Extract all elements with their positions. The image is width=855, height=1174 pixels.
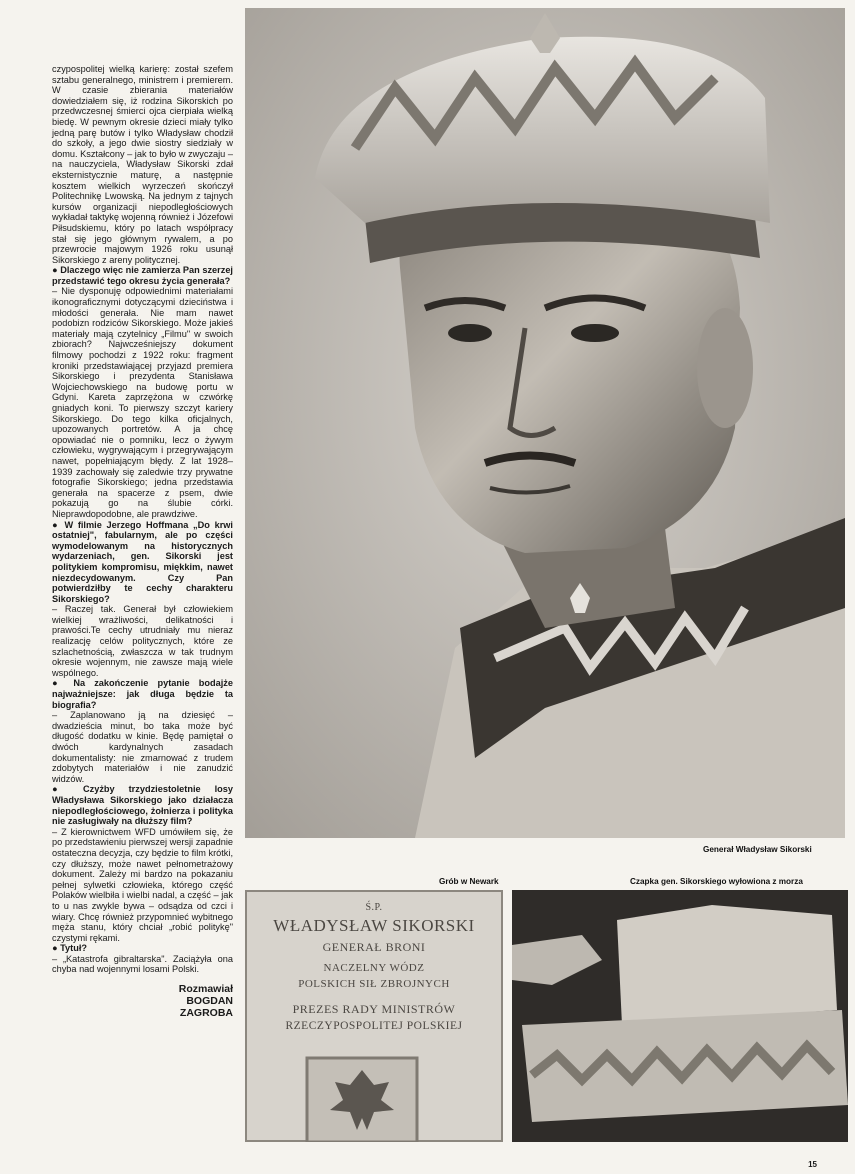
byline-label: Rozmawiał bbox=[178, 983, 233, 996]
answer-5: – „Katastrofa gibraltarska". Zaciążyła ona chyba nad wojennymi losami Polski. bbox=[52, 953, 233, 975]
grave-photo bbox=[245, 890, 503, 1142]
inscription-line-4: NACZELNY WÓDZ bbox=[323, 962, 425, 974]
answer-3: – Zaplanowano ją na dziesięć – dwadzieścia minut, bo taka może być długość dodatku w kinie. Będę pamiętał o dwóch kardynalnych zasadach dokumentalisty: nie zmarnować z trudem zdobytych materiałów i nie zanudzić widzów. bbox=[52, 710, 233, 784]
question-3: Na zakończenie pytanie bodajże najważniejsze: jak długa będzie ta biografia? bbox=[52, 678, 233, 710]
inscription-line-6: PREZES RADY MINISTRÓW bbox=[292, 1002, 456, 1016]
inscription-line-2: WŁADYSŁAW SIKORSKI bbox=[273, 916, 475, 935]
byline-author-last: ZAGROBA bbox=[179, 1007, 233, 1020]
bullet: ● bbox=[52, 784, 69, 795]
inscription-line-5: POLSKICH SIŁ ZBROJNYCH bbox=[298, 978, 450, 990]
inscription-line-1: Ś.P. bbox=[365, 902, 383, 913]
question-4: Czyżby trzydziestoletnie losy Władysława Sikorskiego jako działacza niepodległościowego, żołnierza i polityka nie zasługiwały na dłuższy film? bbox=[52, 784, 233, 827]
answer-4: – Z kierownictwem WFD umówiłem się, że po przedstawieniu pierwszej wersji zapadnie ostateczna decyzja, czy będzie to film krótki, czy dłuższy, może nawet pełnometrażowy dokument. Zależy mi bardzo na pokazaniu pełnej sylwetki człowieka, którego część Polaków wielbiła i wielbi nadal, a część – jak to u nas zwykle bywa – odsądza od czci i wiary. Chcę również przypomnieć wybitnego męża stanu, który chciał „robić politykę" czystymi rękami. bbox=[52, 826, 233, 943]
portrait-photo bbox=[245, 8, 845, 838]
grave-inscription bbox=[245, 890, 503, 1142]
page-number: 15 bbox=[808, 1160, 817, 1169]
question-5: Tytuł? bbox=[60, 943, 88, 954]
bullet: ● bbox=[52, 943, 58, 954]
caption-grave: Grób w Newark bbox=[439, 877, 499, 886]
cap-photo bbox=[512, 890, 848, 1142]
bullet: ● bbox=[52, 519, 60, 530]
article-column bbox=[52, 64, 233, 1019]
question-1: Dlaczego więc nie zamierza Pan szerzej przedstawić tego okresu życia generała? bbox=[52, 265, 233, 286]
portrait-illustration bbox=[245, 8, 845, 838]
bullet: ● bbox=[52, 265, 58, 276]
inscription-line-7: RZECZYPOSPOLITEJ POLSKIEJ bbox=[285, 1020, 463, 1032]
inscription-line-3: GENERAŁ BRONI bbox=[322, 940, 426, 954]
paragraph-intro: czypospolitej wielką karierę: został szefem sztabu generalnego, ministrem i premierem. W czasie zbierania materiałów dowiedziałem się, iż rodzina Sikorskich po przedwczesnej śmierci ojca cierpiała wielką biedę. W pewnym okresie dzieci miały tylko jedną parę butów i tylko Władysław chodził do szkoły, a jego dwie siostry siedziały w domu. Kształcony – jak to było w zwyczaju – na nauczyciela, Władysław Sikorski zdał eksternistycznie maturę, a następnie kosztem wielkich wyrzeczeń skończył Politechnikę Lwowską. Na jednym z tajnych kursów organizacji niepodległościowych wykładał taktykę wojenną również i Józefowi Piłsudskiemu, który po latach współpracy stał się jego głównym rywalem, a po przewrocie majowym 1926 roku usunął Sikorskiego z areny politycznej. bbox=[52, 64, 233, 265]
recovered-cap-illustration bbox=[512, 890, 848, 1142]
byline-author-first: BOGDAN bbox=[186, 995, 233, 1008]
answer-1: – Nie dysponuję odpowiednimi materiałami ikonograficznymi dotyczącymi dzieciństwa i młodości generała. Nie mam nawet podobizn rodziców Sikorskiego. Może jakieś materiały mają czytelnicy „Filmu" w swoich zbiorach? Najwcześniejszy dokument filmowy pochodzi z 1922 roku: fragment kroniki przedstawiającej przyjazd premiera Sikorskiego i prezydenta Stanisława Wojciechowskiego na budowę portu w Gdyni. Kareta zaprzężona w czwórkę gniadych koni. To pierwszy szczyt kariery Sikorskiego. Do tego kilka oficjalnych, upozowanych portretów. A ja chcę opowiadać nie o pomniku, lecz o żywym człowieku, wygrywającym i przegrywającym nawet, popełniającym błędy. Z lat 1928–1939 zachowały się zaledwie trzy prywatne fotografie Sikorskiego; jedna przedstawia generała na spacerze z psem, dwie pokazują go na ślubie córki. Nieprawdopodobne, ale prawdziwe. bbox=[52, 286, 233, 519]
byline bbox=[52, 983, 233, 1019]
answer-2: – Raczej tak. Generał był człowiekiem wielkiej wrażliwości, delikatności i prawości.Te cechy utrudniały mu nieraz realizację celów politycznych, które ze szlachetnością, zwłaszcza w tak trudnym okresie wojennym, nie zawsze mają wiele wspólnego. bbox=[52, 604, 233, 678]
question-2: W filmie Jerzego Hoffmana „Do krwi ostatniej", fabularnym, ale po części wymodelowanym na historycznych wydarzeniach, gen. Sikorski jest politykiem kompromisu, miękkim, nawet niezdecydowanym. Czy Pan potwierdziłby te cechy charakteru Sikorskiego? bbox=[52, 519, 233, 604]
bullet: ● bbox=[52, 678, 65, 689]
caption-portrait: Generał Władysław Sikorski bbox=[703, 845, 812, 854]
caption-cap: Czapka gen. Sikorskiego wyłowiona z morza bbox=[630, 877, 803, 886]
